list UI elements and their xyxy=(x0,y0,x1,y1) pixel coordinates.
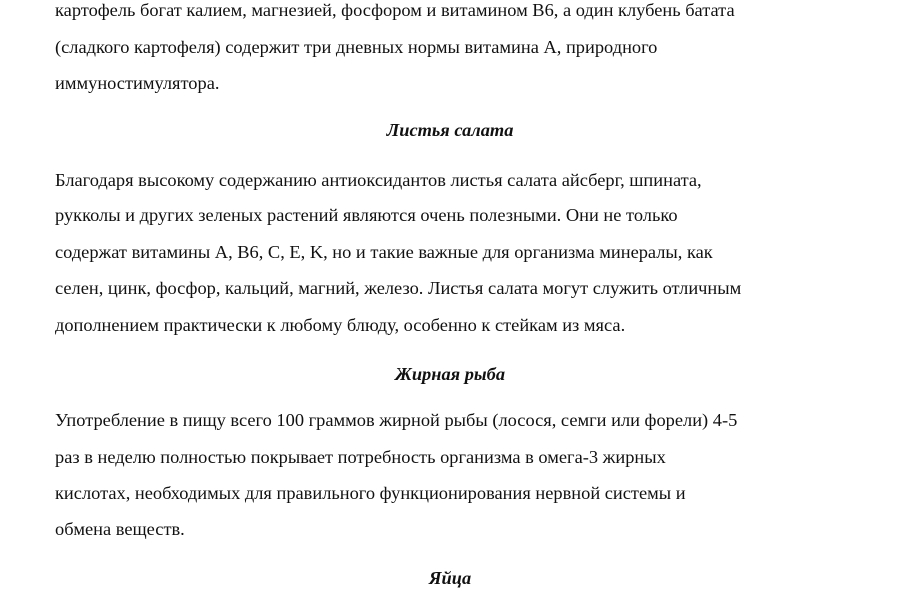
paragraph-line: Употребление в пищу всего 100 граммов жирной рыбы (лосося, семги или форели) 4-5 xyxy=(55,410,738,430)
paragraph-line: кислотах, необходимых для правильного функционирования нервной системы и xyxy=(55,483,686,503)
paragraph-line: иммуностимулятора. xyxy=(55,73,220,93)
section-heading-eggs: Яйца xyxy=(428,568,472,588)
paragraph-line: обмена веществ. xyxy=(55,519,185,539)
paragraph-line: селен, цинк, фосфор, кальций, магний, железо. Листья салата могут служить отличным xyxy=(55,278,742,298)
paragraph-line: картофель богат калием, магнезией, фосфором и витамином B6, а один клубень батата xyxy=(55,0,735,20)
paragraph-line: содержат витамины A, B6, C, E, K, но и такие важные для организма минералы, как xyxy=(55,242,713,262)
paragraph-line: дополнением практически к любому блюду, особенно к стейкам из мяса. xyxy=(55,315,626,335)
paragraph-line: раз в неделю полностью покрывает потребность организма в омега-3 жирных xyxy=(55,447,666,467)
section-heading-salad: Листья салата xyxy=(386,120,514,140)
section-heading-fish: Жирная рыба xyxy=(394,364,506,384)
paragraph-line: (сладкого картофеля) содержит три дневных нормы витамина А, природного xyxy=(55,37,658,57)
paragraph-line: Благодаря высокому содержанию антиоксидантов листья салата айсберг, шпината, xyxy=(55,170,702,190)
paragraph-line: рукколы и других зеленых растений являются очень полезными. Они не только xyxy=(55,205,678,225)
